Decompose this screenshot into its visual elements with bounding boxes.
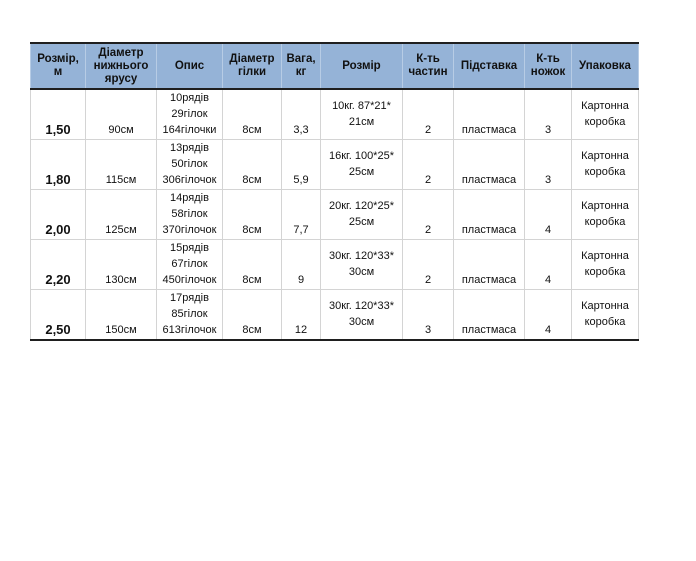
cell-stand: пластмаса (454, 89, 525, 140)
cell-description: 13рядів 50гілок 306гілочок (157, 140, 223, 190)
cell-weight: 7,7 (282, 190, 321, 240)
cell-size: 2,50 (31, 290, 86, 341)
cell-packaging: Картонна коробка (572, 190, 639, 240)
header-description: Опис (157, 43, 223, 89)
cell-stand: пластмаса (454, 190, 525, 240)
cell-branch-diameter: 8см (223, 240, 282, 290)
header-diameter: Діаметр нижнього ярусу (86, 43, 157, 89)
cell-parts-count: 2 (403, 240, 454, 290)
cell-description: 14рядів 58гілок 370гілочок (157, 190, 223, 240)
cell-weight: 12 (282, 290, 321, 341)
cell-legs-count: 4 (525, 240, 572, 290)
spec-table (30, 42, 639, 341)
cell-box-size: 10кг. 87*21* 21см (321, 89, 403, 140)
cell-diameter: 125см (86, 190, 157, 240)
cell-branch-diameter: 8см (223, 290, 282, 341)
cell-packaging: Картонна коробка (572, 240, 639, 290)
cell-diameter: 150см (86, 290, 157, 341)
cell-diameter: 90см (86, 89, 157, 140)
cell-size: 2,00 (31, 190, 86, 240)
cell-packaging: Картонна коробка (572, 290, 639, 341)
cell-stand: пластмаса (454, 290, 525, 341)
header-size: Розмір, м (31, 43, 86, 89)
cell-size: 1,50 (31, 89, 86, 140)
cell-legs-count: 4 (525, 290, 572, 341)
cell-weight: 9 (282, 240, 321, 290)
spec-table-wrapper (30, 42, 639, 341)
cell-packaging: Картонна коробка (572, 89, 639, 140)
header-packaging: Упаковка (572, 43, 639, 89)
cell-description: 15рядів 67гілок 450гілочок (157, 240, 223, 290)
header-legs-count: К-ть ножок (525, 43, 572, 89)
cell-box-size: 20кг. 120*25* 25см (321, 190, 403, 240)
table-row (31, 290, 639, 341)
cell-stand: пластмаса (454, 240, 525, 290)
cell-box-size: 16кг. 100*25* 25см (321, 140, 403, 190)
cell-packaging: Картонна коробка (572, 140, 639, 190)
cell-description: 10рядів 29гілок 164гілочки (157, 89, 223, 140)
cell-parts-count: 2 (403, 89, 454, 140)
cell-parts-count: 2 (403, 190, 454, 240)
table-row (31, 140, 639, 190)
cell-parts-count: 2 (403, 140, 454, 190)
header-parts-count: К-ть частин (403, 43, 454, 89)
cell-diameter: 115см (86, 140, 157, 190)
cell-box-size: 30кг. 120*33* 30см (321, 240, 403, 290)
header-weight: Вага, кг (282, 43, 321, 89)
cell-description: 17рядів 85гілок 613гілочок (157, 290, 223, 341)
cell-branch-diameter: 8см (223, 140, 282, 190)
header-row (31, 43, 639, 89)
table-row (31, 190, 639, 240)
cell-size: 1,80 (31, 140, 86, 190)
cell-weight: 5,9 (282, 140, 321, 190)
cell-legs-count: 3 (525, 140, 572, 190)
header-stand: Підставка (454, 43, 525, 89)
cell-box-size: 30кг. 120*33* 30см (321, 290, 403, 341)
cell-weight: 3,3 (282, 89, 321, 140)
cell-parts-count: 3 (403, 290, 454, 341)
cell-legs-count: 4 (525, 190, 572, 240)
cell-legs-count: 3 (525, 89, 572, 140)
cell-stand: пластмаса (454, 140, 525, 190)
cell-branch-diameter: 8см (223, 190, 282, 240)
header-branch-diameter: Діаметр гілки (223, 43, 282, 89)
table-row (31, 240, 639, 290)
header-box-size: Розмір (321, 43, 403, 89)
cell-size: 2,20 (31, 240, 86, 290)
table-row (31, 89, 639, 140)
cell-branch-diameter: 8см (223, 89, 282, 140)
cell-diameter: 130см (86, 240, 157, 290)
